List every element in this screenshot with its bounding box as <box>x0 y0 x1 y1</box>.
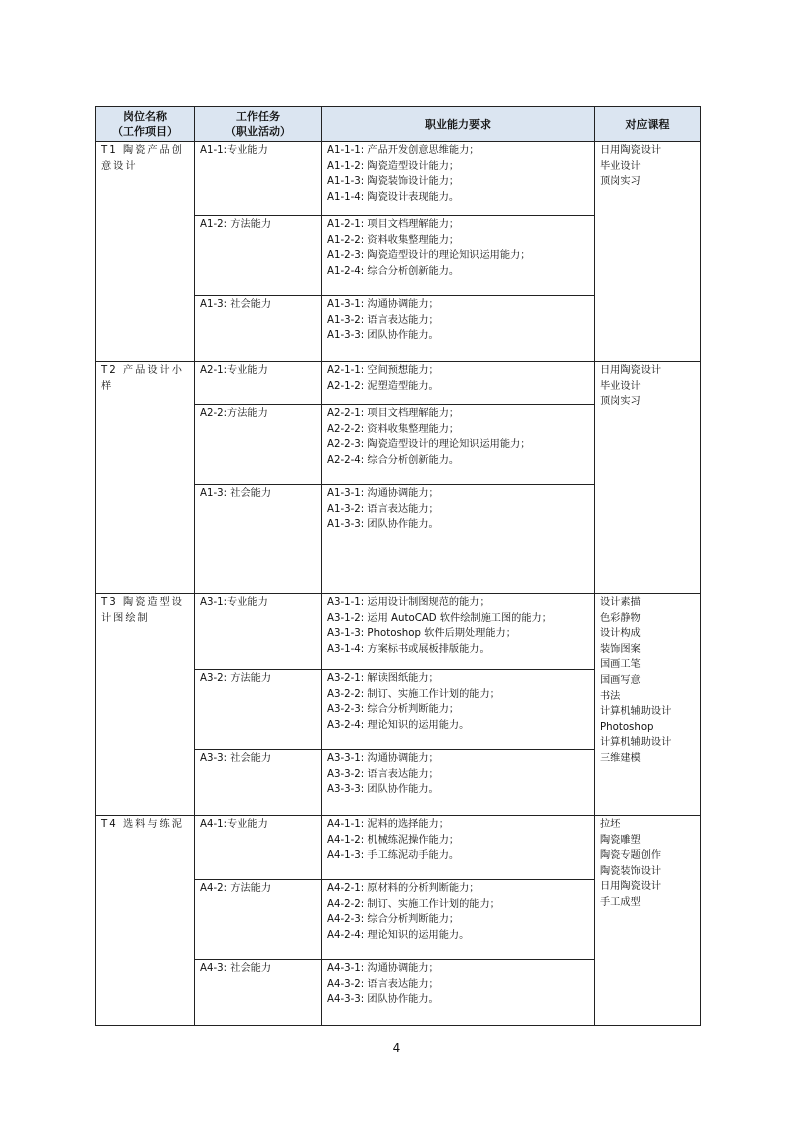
requirement-item: A1-2-1: 项目文档理解能力； <box>327 219 460 230</box>
course-item: 设计构成 <box>600 628 641 640</box>
requirement-item: A1-2-4: 综合分析创新能力。 <box>327 265 460 277</box>
task-cell: A2-2:方法能力 <box>195 405 322 485</box>
header-task <box>195 107 322 142</box>
course-item: 三维建模 <box>600 752 641 764</box>
task-cell: A3-3: 社会能力 <box>195 750 322 816</box>
requirement-cell <box>322 750 595 816</box>
requirement-cell <box>322 485 595 594</box>
courses-cell <box>595 594 701 816</box>
requirement-item: A3-2-4: 理论知识的运用能力。 <box>327 719 470 731</box>
task-cell: A1-2: 方法能力 <box>195 216 322 296</box>
requirement-item: A2-2-2: 资料收集整理能力； <box>327 423 460 435</box>
course-item: 计算机辅助设计 <box>600 706 672 718</box>
requirement-item: A3-3-1: 沟通协调能力； <box>327 753 439 764</box>
course-item: 手工成型 <box>600 896 641 908</box>
table-row <box>96 816 701 880</box>
requirement-item: A4-1-1: 泥料的选择能力； <box>327 819 449 830</box>
task-cell: A3-1:专业能力 <box>195 594 322 670</box>
header-task-subtitle: （职业活动） <box>225 125 291 138</box>
requirement-item: A1-3-1: 沟通协调能力； <box>327 299 439 310</box>
course-item: 日用陶瓷设计 <box>600 145 662 156</box>
requirement-item: A3-2-1: 解读图纸能力； <box>327 673 439 684</box>
course-item: 拉坯 <box>600 819 621 830</box>
competency-table <box>95 106 701 1026</box>
requirement-item: A4-3-2: 语言表达能力； <box>327 978 439 990</box>
course-item: 毕业设计 <box>600 380 641 392</box>
requirement-item: A1-1-2: 陶瓷造型设计能力； <box>327 160 460 172</box>
requirement-item: A4-1-2: 机械练泥操作能力； <box>327 834 460 846</box>
course-item: 毕业设计 <box>600 160 641 172</box>
requirement-item: A1-3-3: 团队协作能力。 <box>327 330 439 342</box>
courses-cell <box>595 142 701 362</box>
requirement-item: A4-2-1: 原材料的分析判断能力； <box>327 883 480 894</box>
table-row <box>96 142 701 216</box>
requirement-cell <box>322 142 595 216</box>
header-task-title: 工作任务 <box>236 110 280 123</box>
task-cell: A3-2: 方法能力 <box>195 670 322 750</box>
course-item: 陶瓷雕塑 <box>600 834 641 846</box>
requirement-item: A3-1-1: 运用设计制图规范的能力； <box>327 597 490 608</box>
course-item: Photoshop <box>600 721 654 733</box>
courses-cell <box>595 816 701 1026</box>
header-requirement: 职业能力要求 <box>322 107 595 142</box>
requirement-item: A1-3-2: 语言表达能力； <box>327 314 439 326</box>
table-row <box>96 594 701 670</box>
course-item: 设计素描 <box>600 597 641 608</box>
post-name-cell: T1 陶瓷产品创意设计 <box>96 142 195 362</box>
course-item: 陶瓷专题创作 <box>600 850 662 862</box>
course-item: 装饰图案 <box>600 643 641 655</box>
task-cell: A4-2: 方法能力 <box>195 880 322 960</box>
requirement-item: A4-1-3: 手工练泥动手能力。 <box>327 850 460 862</box>
requirement-item: A4-2-2: 制订、实施工作计划的能力； <box>327 898 500 910</box>
requirement-item: A1-3-1: 沟通协调能力； <box>327 488 439 499</box>
table-row <box>96 362 701 405</box>
task-cell: A1-3: 社会能力 <box>195 485 322 594</box>
requirement-item: A2-1-1: 空间预想能力； <box>327 365 439 376</box>
course-item: 色彩静物 <box>600 612 641 624</box>
requirement-item: A4-3-1: 沟通协调能力； <box>327 963 439 974</box>
requirement-item: A3-2-2: 制订、实施工作计划的能力； <box>327 688 500 700</box>
page-number: 4 <box>392 1041 401 1055</box>
requirement-cell <box>322 405 595 485</box>
requirement-item: A4-2-3: 综合分析判断能力； <box>327 914 460 926</box>
requirement-item: A3-1-4: 方案标书或展板排版能力。 <box>327 643 490 655</box>
requirement-item: A4-3-3: 团队协作能力。 <box>327 994 439 1006</box>
requirement-item: A4-2-4: 理论知识的运用能力。 <box>327 929 470 941</box>
requirement-cell <box>322 216 595 296</box>
requirement-item: A1-2-2: 资料收集整理能力； <box>327 234 460 246</box>
requirement-item: A3-3-3: 团队协作能力。 <box>327 784 439 796</box>
course-item: 计算机辅助设计 <box>600 737 672 749</box>
task-cell: A1-3: 社会能力 <box>195 296 322 362</box>
course-item: 日用陶瓷设计 <box>600 365 662 376</box>
requirement-item: A1-1-4: 陶瓷设计表现能力。 <box>327 191 460 203</box>
table-header-row <box>96 107 701 142</box>
requirement-cell <box>322 670 595 750</box>
post-name-cell: T2 产品设计小样 <box>96 362 195 594</box>
post-name-cell: T3 陶瓷造型设计图绘制 <box>96 594 195 816</box>
requirement-cell <box>322 296 595 362</box>
task-cell: A4-3: 社会能力 <box>195 960 322 1026</box>
requirement-item: A2-2-1: 项目文档理解能力； <box>327 408 460 419</box>
task-cell: A2-1:专业能力 <box>195 362 322 405</box>
header-courses: 对应课程 <box>595 107 701 142</box>
task-cell: A4-1:专业能力 <box>195 816 322 880</box>
table-body <box>96 142 701 1026</box>
requirement-cell <box>322 594 595 670</box>
requirement-item: A1-1-1: 产品开发创意思维能力； <box>327 145 480 156</box>
post-name-cell: T4 选料与练泥 <box>96 816 195 1026</box>
task-cell: A1-1:专业能力 <box>195 142 322 216</box>
requirement-item: A2-2-4: 综合分析创新能力。 <box>327 454 460 466</box>
course-item: 国画写意 <box>600 674 641 686</box>
requirement-item: A1-3-3: 团队协作能力。 <box>327 519 439 531</box>
requirement-item: A1-3-2: 语言表达能力； <box>327 503 439 515</box>
requirement-item: A2-2-3: 陶瓷造型设计的理论知识运用能力； <box>327 439 531 451</box>
requirement-item: A3-1-2: 运用 AutoCAD 软件绘制施工图的能力； <box>327 612 552 624</box>
requirement-item: A3-3-2: 语言表达能力； <box>327 768 439 780</box>
course-item: 日用陶瓷设计 <box>600 881 662 893</box>
requirement-item: A3-1-3: Photoshop 软件后期处理能力； <box>327 628 516 640</box>
course-item: 国画工笔 <box>600 659 641 671</box>
courses-cell <box>595 362 701 594</box>
requirement-cell <box>322 362 595 405</box>
requirement-cell <box>322 880 595 960</box>
header-post <box>96 107 195 142</box>
requirement-item: A1-1-3: 陶瓷装饰设计能力； <box>327 176 460 188</box>
header-post-subtitle: （工作项目） <box>112 125 178 138</box>
requirement-cell <box>322 960 595 1026</box>
requirement-item: A3-2-3: 综合分析判断能力； <box>327 704 460 716</box>
course-item: 顶岗实习 <box>600 396 641 408</box>
course-item: 顶岗实习 <box>600 176 641 188</box>
requirement-item: A2-1-2: 泥塑造型能力。 <box>327 380 439 392</box>
requirement-cell <box>322 816 595 880</box>
course-item: 书法 <box>600 690 621 702</box>
course-item: 陶瓷装饰设计 <box>600 865 662 877</box>
requirement-item: A1-2-3: 陶瓷造型设计的理论知识运用能力； <box>327 250 531 262</box>
header-post-title: 岗位名称 <box>123 110 167 123</box>
